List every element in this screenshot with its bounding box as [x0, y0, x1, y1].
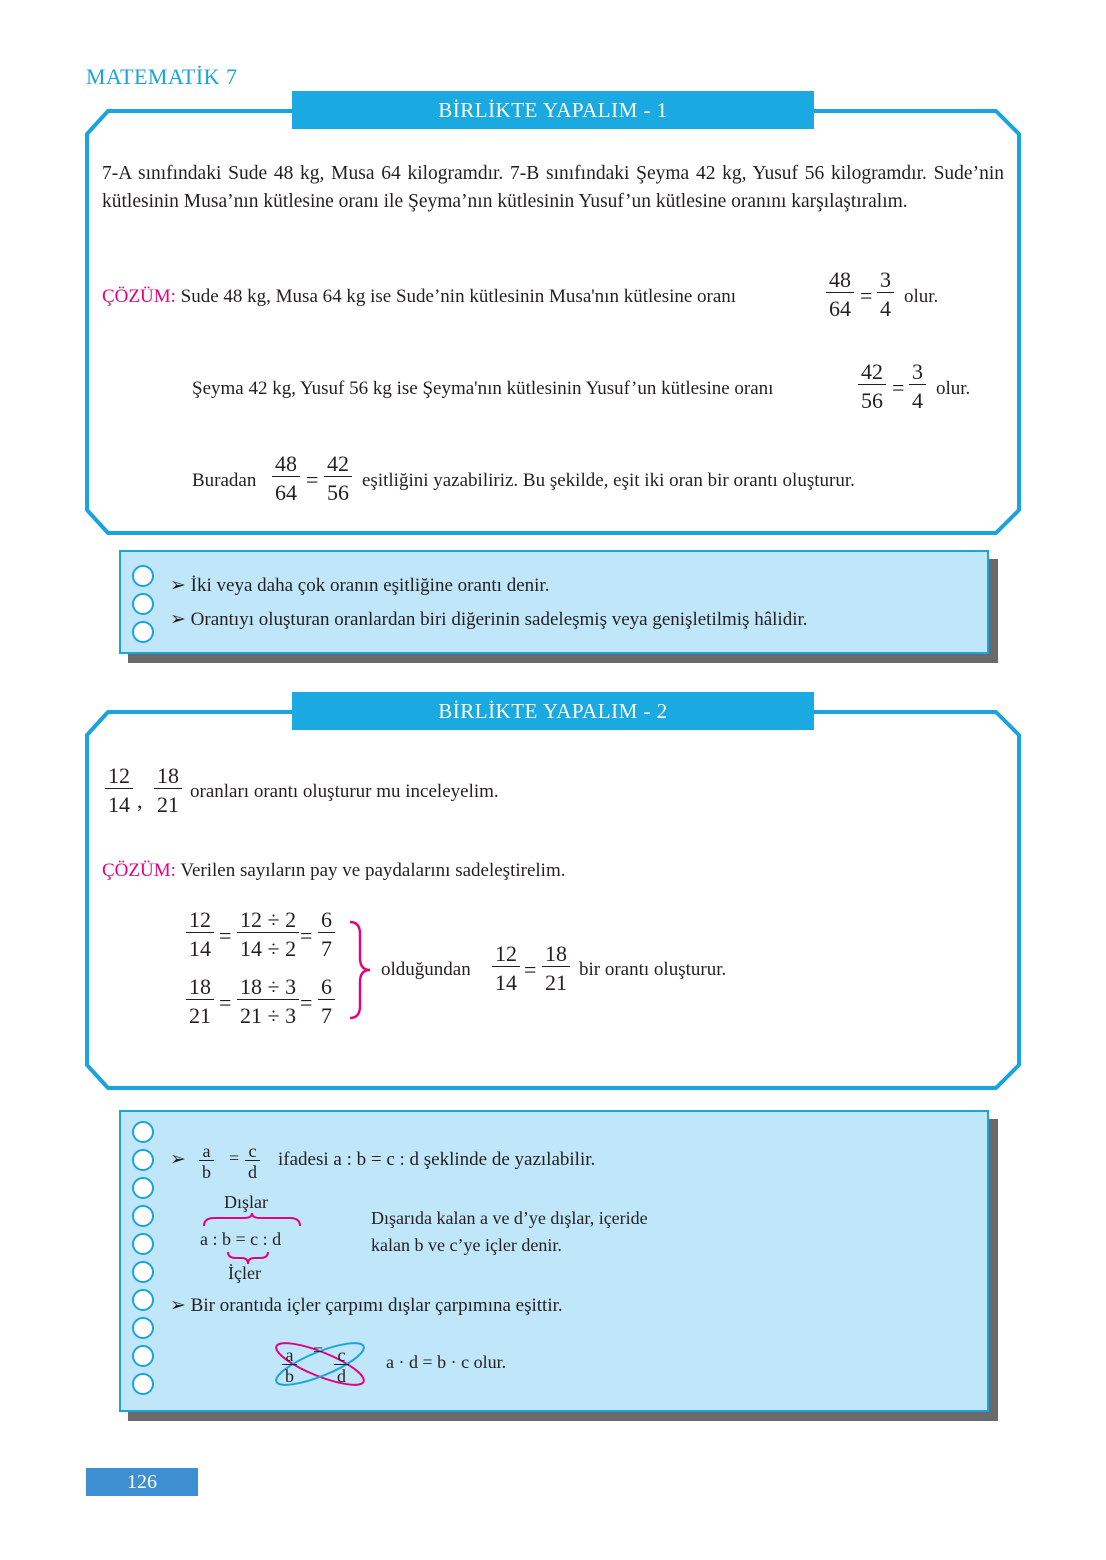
section2-banner: BİRLİKTE YAPALIM - 2: [292, 692, 814, 730]
line1-text: Sude 48 kg, Musa 64 kg ise Sude’nin kütlesinin Musa'nın kütlesine oranı: [180, 286, 737, 307]
fraction-12-14: $\frac{12}{14}$: [186, 908, 214, 961]
binder-ring-icon: [132, 1121, 154, 1143]
result-start: olduğundan: [381, 959, 471, 980]
binder-ring-icon: [132, 1345, 154, 1367]
note2-item-2: ➢ Bir orantıda içler çarpımı dışlar çarpımına eşittir.: [170, 1295, 563, 1316]
note1-item-2: ➢ Orantıyı oluşturan oranlardan biri diğerinin sadeleşmiş veya genişletilmiş hâlidir.: [170, 609, 808, 630]
fraction-18-21: $\frac{18}{21}$: [186, 975, 214, 1028]
cross-result: a · d = b · c olur.: [386, 1352, 507, 1372]
equals-sign: =: [300, 990, 313, 1015]
section1-solution-line1: [102, 282, 736, 312]
page-number: 126: [86, 1468, 198, 1496]
binder-ring-icon: [132, 1289, 154, 1311]
fraction-c-d: c d: [334, 1346, 349, 1385]
binder-ring-icon: [132, 1261, 154, 1283]
line3-end: eşitliğini yazabiliriz. Bu şekilde, eşit iki oran bir orantı oluşturur.: [362, 470, 855, 491]
equals-sign: =: [306, 467, 319, 492]
fraction-48-64: $\frac{48}{64}$: [826, 268, 854, 321]
section1-problem-text: 7-A sınıfındaki Sude 48 kg, Musa 64 kilogramdır. 7-B sınıfındaki Şeyma 42 kg, Yusuf 56 kilogramdır. Sude’nin kütlesinin Musa’nın kütlesine oranı ile Şeyma’nın kütlesinin Yusuf’un kütlesine oranını karşılaştıralım.: [102, 163, 1004, 212]
note2-item1-text: ifadesi a : b = c : d şeklinde de yazılabilir.: [278, 1149, 596, 1170]
arrow-bullet-icon: ➢: [170, 609, 186, 630]
line2-end: olur.: [936, 378, 971, 399]
page-header-title: MATEMATİK 7: [86, 64, 238, 89]
binder-ring-icon: [132, 1205, 154, 1227]
equals-sign: =: [524, 957, 537, 982]
fraction-18-div-3: $\frac{18 \div 3}{21 \div 3}$: [237, 975, 299, 1028]
fraction-12-14: $\frac{12}{14}$: [105, 764, 133, 817]
line1-end: olur.: [904, 286, 939, 307]
section1-banner: BİRLİKTE YAPALIM - 1: [292, 91, 814, 129]
fraction-18-21: $\frac{18}{21}$: [542, 942, 570, 995]
icler-label: İçler: [228, 1263, 261, 1283]
cozum-label: ÇÖZÜM:: [102, 860, 176, 881]
fraction-3-4: $\frac{3}{4}$: [877, 268, 894, 321]
note1-item-1: ➢ İki veya daha çok oranın eşitliğine orantı denir.: [170, 575, 550, 596]
equals-sign: =: [219, 923, 232, 948]
binder-ring-icon: [132, 1233, 154, 1255]
fraction-42-56: $\frac{42}{56}$: [324, 452, 352, 505]
explanation-line-2: kalan b ve c’ye içler denir.: [371, 1235, 562, 1255]
arrow-bullet-icon: ➢: [170, 1149, 186, 1170]
fraction-12-div-2: $\frac{12 \div 2}{14 \div 2}$: [237, 908, 299, 961]
fraction-a-b: a b: [199, 1142, 214, 1181]
binder-ring-icon: [132, 621, 154, 643]
arrow-bullet-icon: ➢: [170, 1295, 186, 1316]
section2-frame: [84, 709, 1022, 1091]
fraction-6-7: $\frac{6}{7}$: [318, 975, 335, 1028]
section2-question: oranları orantı oluşturur mu inceleyelim.: [190, 781, 499, 802]
line3-start: Buradan: [192, 470, 257, 491]
equals-sign: =: [892, 375, 905, 400]
equals-sign: =: [313, 1340, 324, 1360]
binder-ring-icon: [132, 1177, 154, 1199]
fraction-12-14: $\frac{12}{14}$: [492, 942, 520, 995]
fraction-48-64: $\frac{48}{64}$: [272, 452, 300, 505]
equals-sign: =: [300, 923, 313, 948]
arrow-bullet-icon: ➢: [170, 575, 186, 596]
binder-ring-icon: [132, 1373, 154, 1395]
note-box-1: [119, 550, 989, 654]
fraction-3-4: $\frac{3}{4}$: [909, 360, 926, 413]
explanation-line-1: Dışarıda kalan a ve d’ye dışlar, içeride: [371, 1208, 648, 1228]
binder-ring-icon: [132, 1149, 154, 1171]
proportion-expression: a : b = c : d: [200, 1229, 282, 1249]
section2-solution-line: ÇÖZÜM: Verilen sayıların pay ve paydalarını sadeleştirelim.: [102, 860, 566, 881]
curly-brace-icon: [344, 918, 374, 1022]
fraction-42-56: $\frac{42}{56}$: [858, 360, 886, 413]
binder-ring-icon: [132, 565, 154, 587]
comma: ,: [137, 788, 143, 813]
equals-sign: =: [860, 283, 873, 308]
dislar-label: Dışlar: [224, 1192, 268, 1212]
fraction-18-21: $\frac{18}{21}$: [154, 764, 182, 817]
binder-ring-icon: [132, 1317, 154, 1339]
result-end: bir orantı oluşturur.: [579, 959, 727, 980]
cozum-label: ÇÖZÜM:: [102, 286, 176, 307]
equals-sign: =: [229, 1148, 240, 1168]
section1-solution-line2: Şeyma 42 kg, Yusuf 56 kg ise Şeyma'nın kütlesinin Yusuf’un kütlesine oranı: [192, 378, 774, 399]
fraction-a-b: a b: [282, 1346, 297, 1385]
fraction-c-d: c d: [245, 1142, 260, 1181]
equals-sign: =: [219, 990, 232, 1015]
binder-ring-icon: [132, 593, 154, 615]
fraction-6-7: $\frac{6}{7}$: [318, 908, 335, 961]
